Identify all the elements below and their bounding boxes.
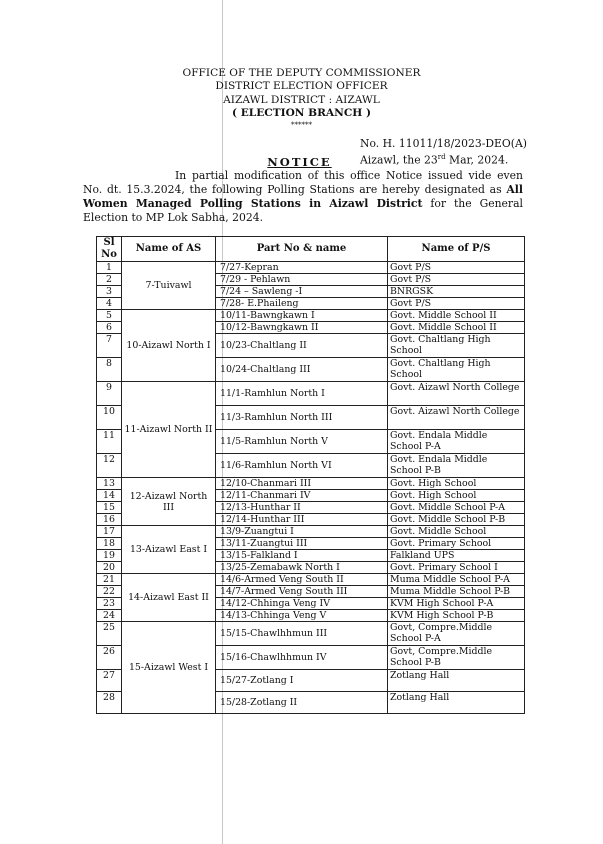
cell-part-no-name: 14/13-Chhinga Veng V	[216, 610, 388, 622]
cell-sl-no: 19	[97, 550, 122, 562]
cell-part-no-name: 11/3-Ramhlun North III	[216, 406, 388, 430]
cell-polling-station: Govt, Compre.Middle School P-B	[388, 646, 525, 670]
cell-part-no-name: 13/9-Zuangtui I	[216, 526, 388, 538]
cell-sl-no: 24	[97, 610, 122, 622]
cell-sl-no: 1	[97, 262, 122, 274]
date-suffix: Mar, 2024.	[445, 153, 509, 167]
table-row	[97, 478, 525, 490]
cell-sl-no: 28	[97, 692, 122, 714]
cell-sl-no: 4	[97, 298, 122, 310]
table-row	[97, 574, 525, 586]
cell-part-no-name: 7/28- E.Phaileng	[216, 298, 388, 310]
cell-polling-station: Govt. Middle School II	[388, 310, 525, 322]
cell-assembly-segment: 14-Aizawl East II	[122, 574, 216, 622]
header-part-no-name: Part No & name	[216, 237, 388, 262]
cell-polling-station: Zotlang Hall	[388, 670, 525, 692]
polling-stations-table	[96, 236, 525, 714]
cell-sl-no: 17	[97, 526, 122, 538]
header-line-2: DISTRICT ELECTION OFFICER	[215, 80, 388, 93]
cell-polling-station: Govt. Aizawl North College	[388, 382, 525, 406]
cell-polling-station: Govt, Compre.Middle School P-A	[388, 622, 525, 646]
cell-part-no-name: 12/11-Chanmari IV	[216, 490, 388, 502]
cell-sl-no: 22	[97, 586, 122, 598]
cell-part-no-name: 13/15-Falkland I	[216, 550, 388, 562]
cell-sl-no: 11	[97, 430, 122, 454]
table-row	[97, 526, 525, 538]
cell-polling-station: Govt P/S	[388, 298, 525, 310]
cell-sl-no: 25	[97, 622, 122, 646]
header-line-1: OFFICE OF THE DEPUTY COMMISSIONER	[182, 67, 421, 79]
cell-polling-station: Govt. High School	[388, 478, 525, 490]
cell-assembly-segment: 11-Aizawl North II	[122, 382, 216, 478]
cell-part-no-name: 10/12-Bawngkawn II	[216, 322, 388, 334]
cell-sl-no: 21	[97, 574, 122, 586]
cell-sl-no: 7	[97, 334, 122, 358]
cell-polling-station: Muma Middle School P-A	[388, 574, 525, 586]
cell-polling-station: Govt P/S	[388, 274, 525, 286]
cell-polling-station: Govt. Chaltlang High School	[388, 334, 525, 358]
cell-polling-station: Govt. Endala Middle School P-A	[388, 430, 525, 454]
cell-sl-no: 20	[97, 562, 122, 574]
cell-sl-no: 14	[97, 490, 122, 502]
cell-part-no-name: 10/23-Chaltlang II	[216, 334, 388, 358]
notice-text-bold: All Women Managed Polling Stations in Aizawl District	[83, 183, 523, 210]
cell-polling-station: KVM High School P-B	[388, 610, 525, 622]
cell-polling-station: Govt. Primary School	[388, 538, 525, 550]
cell-polling-station: Govt. Primary School I	[388, 562, 525, 574]
cell-polling-station: Muma Middle School P-B	[388, 586, 525, 598]
cell-polling-station: Govt. Chaltlang High School	[388, 358, 525, 382]
cell-assembly-segment: 12-Aizawl North III	[122, 478, 216, 526]
date-superscript: rd	[437, 153, 446, 161]
cell-sl-no: 23	[97, 598, 122, 610]
cell-sl-no: 16	[97, 514, 122, 526]
cell-assembly-segment: 7-Tuivawl	[122, 262, 216, 310]
cell-polling-station: Govt. Endala Middle School P-B	[388, 454, 525, 478]
cell-part-no-name: 15/28-Zotlang II	[216, 692, 388, 714]
header-name-of-ps: Name of P/S	[388, 237, 525, 262]
cell-sl-no: 15	[97, 502, 122, 514]
date-prefix: Aizawl, the 23	[360, 153, 438, 167]
cell-sl-no: 12	[97, 454, 122, 478]
cell-polling-station: Govt. Aizawl North College	[388, 406, 525, 430]
cell-assembly-segment: 10-Aizawl North I	[122, 310, 216, 382]
cell-polling-station: Govt. High School	[388, 490, 525, 502]
cell-sl-no: 8	[97, 358, 122, 382]
cell-part-no-name: 7/24 – Sawleng -I	[216, 286, 388, 298]
cell-polling-station: Govt. Middle School	[388, 526, 525, 538]
cell-part-no-name: 11/5-Ramhlun North V	[216, 430, 388, 454]
cell-sl-no: 2	[97, 274, 122, 286]
cell-part-no-name: 10/24-Chaltlang III	[216, 358, 388, 382]
cell-part-no-name: 7/27-Kepran	[216, 262, 388, 274]
cell-part-no-name: 7/29 - Pehlawn	[216, 274, 388, 286]
office-header	[0, 67, 603, 121]
cell-part-no-name: 11/6-Ramhlun North VI	[216, 454, 388, 478]
reference-number: No. H. 11011/18/2023-DEO(A)	[360, 137, 527, 150]
cell-part-no-name: 15/16-Chawlhhmun IV	[216, 646, 388, 670]
cell-polling-station: Zotlang Hall	[388, 692, 525, 714]
cell-part-no-name: 14/7-Armed Veng South III	[216, 586, 388, 598]
cell-sl-no: 9	[97, 382, 122, 406]
cell-assembly-segment: 15-Aizawl West I	[122, 622, 216, 714]
notice-text-1: In partial modification of this office Notice issued vide even No. dt. 15.3.2024, the following Polling Stations are hereby designated as	[83, 169, 523, 196]
cell-part-no-name: 15/27-Zotlang I	[216, 670, 388, 692]
cell-sl-no: 18	[97, 538, 122, 550]
cell-part-no-name: 10/11-Bawngkawn I	[216, 310, 388, 322]
cell-sl-no: 6	[97, 322, 122, 334]
cell-sl-no: 26	[97, 646, 122, 670]
cell-polling-station: Govt. Middle School II	[388, 322, 525, 334]
cell-part-no-name: 14/12-Chhinga Veng IV	[216, 598, 388, 610]
cell-part-no-name: 12/13-Hunthar II	[216, 502, 388, 514]
table-row	[97, 262, 525, 274]
cell-sl-no: 3	[97, 286, 122, 298]
cell-polling-station: Govt. Middle School P-A	[388, 502, 525, 514]
cell-sl-no: 10	[97, 406, 122, 430]
cell-sl-no: 27	[97, 670, 122, 692]
cell-part-no-name: 15/15-Chawlhhmun III	[216, 622, 388, 646]
cell-part-no-name: 14/6-Armed Veng South II	[216, 574, 388, 586]
header-sl-no: Sl No	[97, 237, 122, 262]
cell-part-no-name: 12/10-Chanmari III	[216, 478, 388, 490]
notice-text-2: for the General Election to MP Lok Sabha, 2024.	[83, 197, 523, 224]
header-stars: ******	[291, 121, 312, 129]
cell-polling-station: Govt. Middle School P-B	[388, 514, 525, 526]
notice-title: NOTICE	[267, 155, 332, 169]
cell-part-no-name: 13/11-Zuangtui III	[216, 538, 388, 550]
cell-polling-station: Govt P/S	[388, 262, 525, 274]
table-row	[97, 310, 525, 322]
cell-sl-no: 5	[97, 310, 122, 322]
header-line-3: AIZAWL DISTRICT : AIZAWL	[223, 93, 380, 106]
table-row	[97, 622, 525, 646]
cell-part-no-name: 12/14-Hunthar III	[216, 514, 388, 526]
table-row	[97, 382, 525, 406]
header-line-4: ( ELECTION BRANCH )	[232, 107, 371, 120]
cell-assembly-segment: 13-Aizawl East I	[122, 526, 216, 574]
cell-part-no-name: 11/1-Ramhlun North I	[216, 382, 388, 406]
notice-body	[83, 169, 523, 225]
cell-sl-no: 13	[97, 478, 122, 490]
header-name-of-as: Name of AS	[122, 237, 216, 262]
cell-part-no-name: 13/25-Zemabawk North I	[216, 562, 388, 574]
cell-polling-station: BNRGSK	[388, 286, 525, 298]
cell-polling-station: KVM High School P-A	[388, 598, 525, 610]
cell-polling-station: Falkland UPS	[388, 550, 525, 562]
